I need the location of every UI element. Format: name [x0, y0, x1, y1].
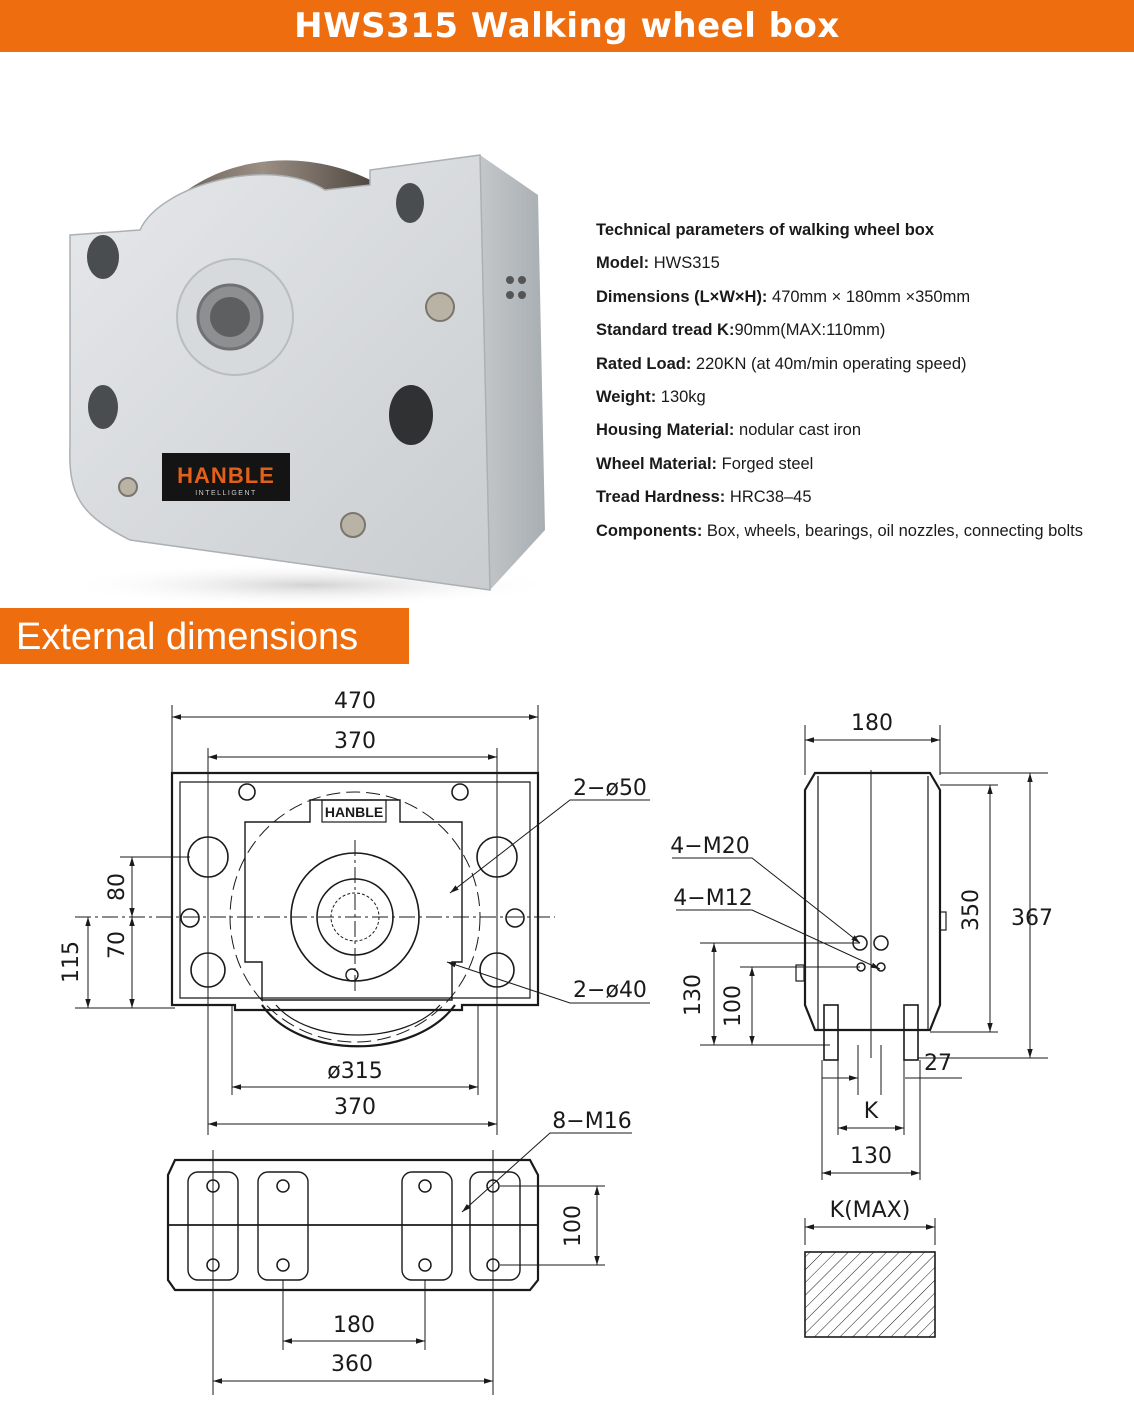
spline-core [210, 297, 250, 337]
dim-label-27: 27 [924, 1051, 952, 1076]
top-bolt [452, 784, 468, 800]
dim-label-kmax: K(MAX) [829, 1198, 911, 1223]
drawing-logo: HANBLE [324, 804, 384, 820]
dim-label-370-top: 370 [334, 729, 376, 754]
spec-label: Components: [596, 521, 703, 540]
m16-hole [419, 1259, 431, 1271]
wheel-arc [262, 1005, 455, 1046]
spec-label: Standard tread K: [596, 321, 735, 340]
dim-label-side-180: 180 [851, 711, 893, 736]
dim-label-100-v: 100 [721, 985, 746, 1027]
mount-hole [389, 385, 433, 445]
spec-value: 130kg [656, 388, 706, 407]
bolt-pad [258, 1172, 308, 1280]
bolt-head [341, 513, 365, 537]
dimension-drawing [0, 670, 1134, 1417]
product-photo [40, 145, 560, 605]
housing-side [480, 155, 545, 590]
bolt-head [426, 293, 454, 321]
spec-row-model [596, 247, 1131, 280]
spec-label: Wheel Material: [596, 454, 718, 473]
spec-value: HRC38–45 [725, 488, 812, 507]
dim-label-180: 180 [333, 1313, 375, 1338]
m16-hole [419, 1180, 431, 1192]
wheel-flange [904, 1005, 918, 1060]
spec-heading: Technical parameters of walking wheel box [596, 221, 935, 239]
spec-value: nodular cast iron [734, 421, 862, 440]
top-view [168, 1109, 632, 1395]
m12-hole [877, 963, 885, 971]
spec-value: 470mm × 180mm ×350mm [767, 287, 971, 306]
spec-label: Rated Load: [596, 354, 692, 373]
small-hole [506, 909, 524, 927]
rail-section [805, 1252, 935, 1337]
spec-label: Housing Material: [596, 421, 735, 440]
dim-label-315: ø315 [327, 1059, 383, 1084]
side-outline [805, 773, 940, 1030]
mount-hole [396, 183, 424, 223]
top-bolt [239, 784, 255, 800]
spec-row-load [596, 348, 1131, 381]
dim-label-m20: 4−M20 [670, 834, 750, 859]
oil-nozzle [506, 291, 514, 299]
dim-label-350: 350 [959, 889, 984, 931]
spec-value: 90mm(MAX:110mm) [734, 321, 886, 340]
dim-label-470: 470 [334, 689, 376, 714]
brand-logo: HANBLE [177, 463, 275, 488]
spec-row-wheel [596, 448, 1131, 481]
spec-value: Forged steel [717, 454, 814, 473]
m16-hole [277, 1259, 289, 1271]
dim-label-side-130: 130 [850, 1144, 892, 1169]
spec-row-housing [596, 414, 1131, 447]
spec-label: Dimensions (L×W×H): [596, 287, 768, 306]
oil-nozzle [518, 276, 526, 284]
mount-hole [88, 385, 118, 429]
dim-label-top-100: 100 [561, 1205, 586, 1247]
inner-plate [245, 800, 462, 1000]
dim-label-367: 367 [1011, 906, 1053, 931]
dim-label-k: K [863, 1099, 879, 1124]
dim-label-115: 115 [59, 941, 84, 983]
spec-row-weight [596, 381, 1131, 414]
bolt-pad [402, 1172, 452, 1280]
spec-row-dimensions [596, 281, 1131, 314]
oil-nozzle [506, 276, 514, 284]
bolt-head [119, 478, 137, 496]
front-view [59, 689, 650, 1135]
spec-row-components [596, 515, 1131, 548]
page-title: HWS315 Walking wheel box [294, 6, 840, 46]
side-view [670, 711, 1053, 1337]
spec-label: Model: [596, 254, 650, 273]
spec-value: Box, wheels, bearings, oil nozzles, connecting bolts [702, 521, 1083, 540]
dim-label-hole-40: 2−ø40 [573, 978, 647, 1003]
spec-value: HWS315 [649, 254, 720, 273]
housing-front [70, 155, 490, 590]
brand-sub: INTELLIGENT [195, 490, 257, 497]
dim-label-130-v: 130 [681, 974, 706, 1016]
dim-label-hole-50: 2−ø50 [573, 776, 647, 801]
spec-value: 220KN (at 40m/min operating speed) [691, 354, 967, 373]
mount-hole [87, 235, 119, 279]
spec-row-hardness [596, 481, 1131, 514]
spec-label: Weight: [596, 388, 657, 407]
section-bar [0, 608, 409, 664]
dim-label-m16: 8−M16 [552, 1109, 632, 1134]
dim-label-370-bottom: 370 [334, 1095, 376, 1120]
m20-hole [874, 936, 888, 950]
dim-label-70: 70 [105, 931, 130, 959]
title-bar [0, 0, 1134, 52]
oil-nozzle [518, 291, 526, 299]
leader-m12 [676, 910, 880, 969]
section-title: External dimensions [16, 616, 359, 658]
oil-hole [346, 969, 358, 981]
m16-hole [277, 1180, 289, 1192]
small-hole [181, 909, 199, 927]
spec-row-tread [596, 314, 1131, 347]
dim-label-80: 80 [105, 873, 130, 901]
bolt-pad [470, 1172, 520, 1280]
wheel-flange [824, 1005, 838, 1060]
dim-label-360: 360 [331, 1352, 373, 1377]
dim-label-m12: 4−M12 [673, 886, 753, 911]
spec-label: Tread Hardness: [596, 488, 726, 507]
spec-list [596, 214, 1131, 548]
